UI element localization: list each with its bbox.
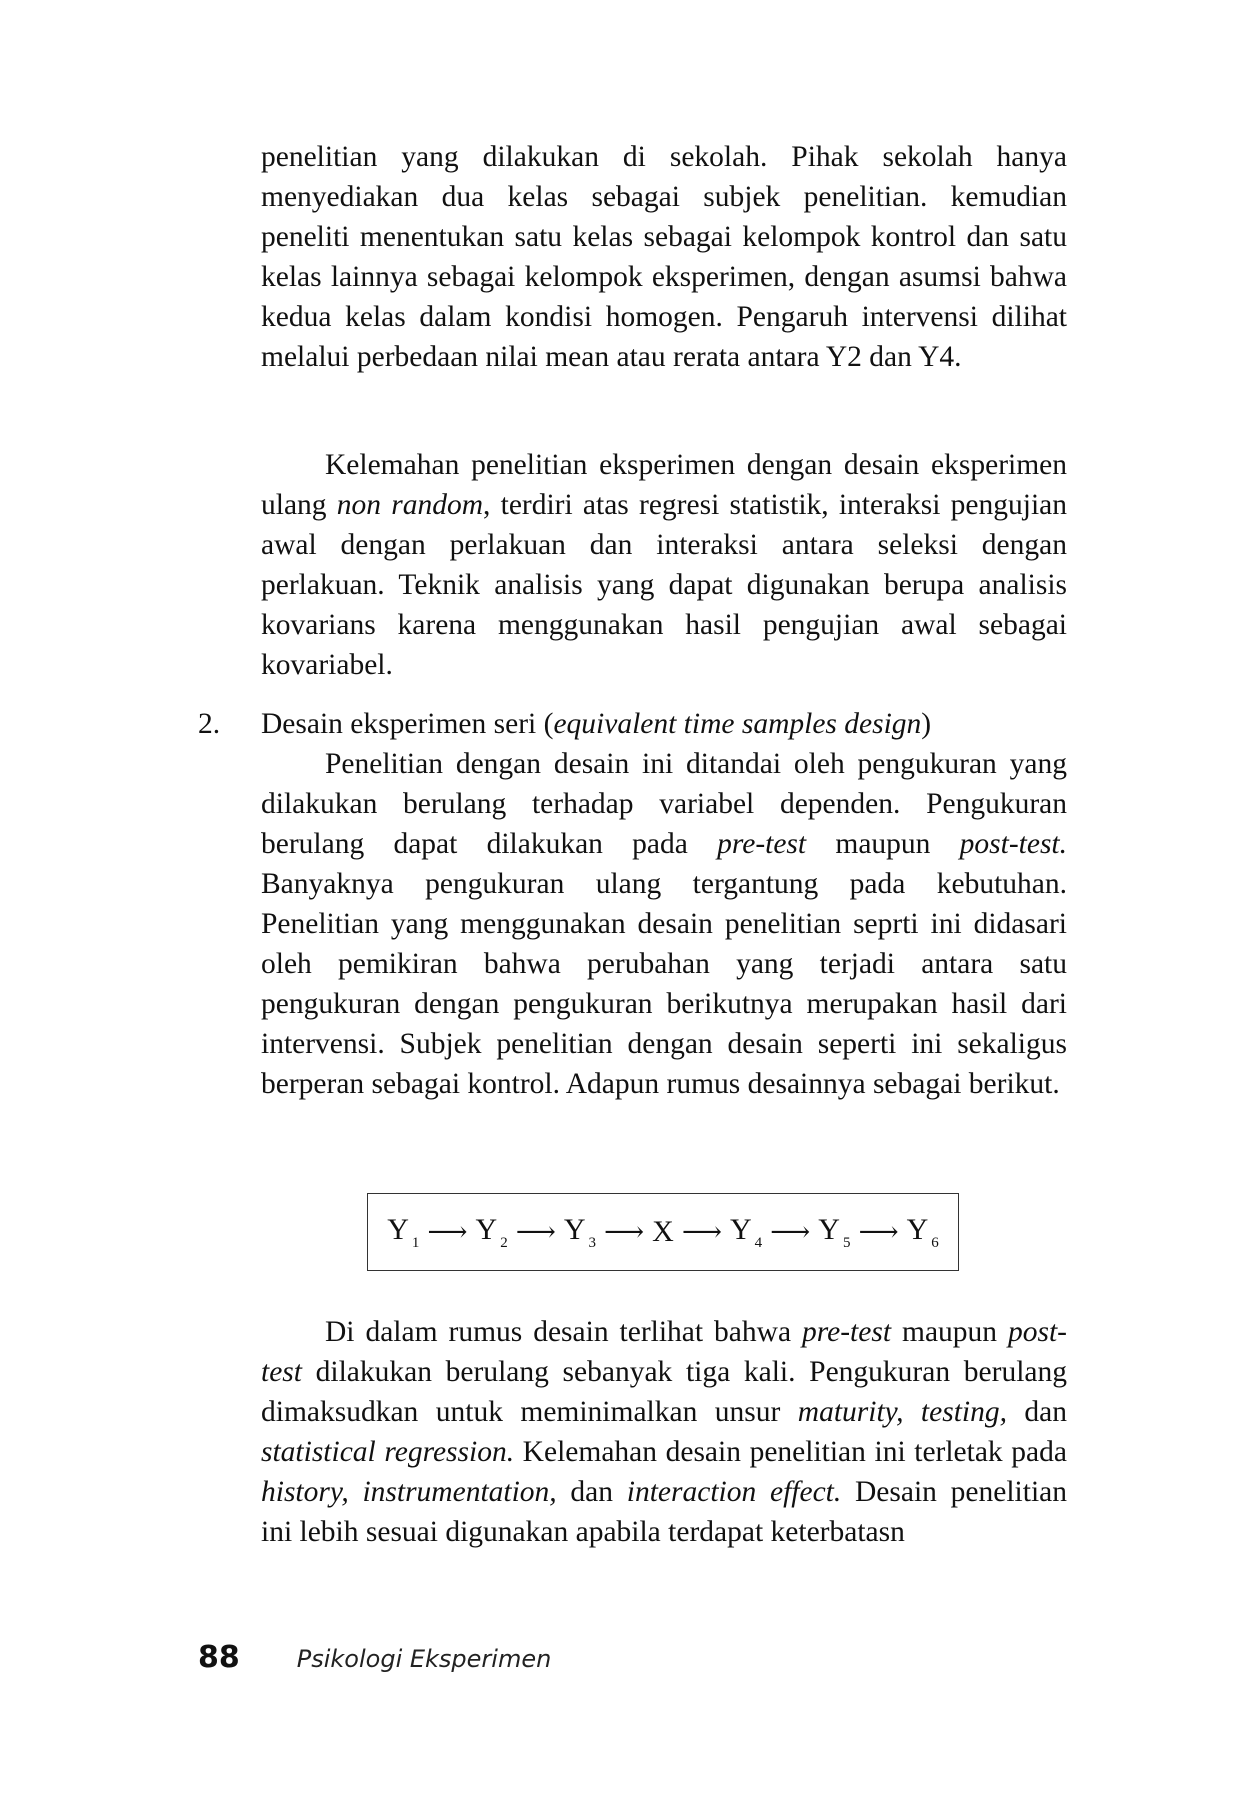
italic-term: post-test: [261, 1316, 1067, 1388]
arrow-right-icon: ⟶: [858, 1217, 899, 1248]
text-run: ): [921, 708, 932, 740]
arrow-right-icon: ⟶: [604, 1217, 645, 1248]
arrow-right-icon: ⟶: [515, 1217, 556, 1248]
text-run: Penelitian dengan desain ini ditandai oleh pengukuran yang dilakukan berulang terhadap variabel dependen. Pengukuran berulang dapat dilakukan pada: [261, 748, 1067, 860]
formula-term-treatment: X: [652, 1215, 674, 1248]
text-run: maupun: [891, 1316, 1008, 1348]
arrow-right-icon: ⟶: [770, 1217, 811, 1248]
text-run: Desain eksperimen seri (: [261, 708, 554, 740]
text-run: [903, 1396, 920, 1428]
italic-term: history, instrumentation,: [261, 1476, 557, 1508]
italic-term: maturity,: [797, 1396, 904, 1428]
italic-term: equivalent time samples design: [553, 708, 922, 740]
formula-term: Y $_6$: [906, 1212, 939, 1251]
page-number: 88: [198, 1640, 240, 1675]
italic-term: pre-test: [802, 1316, 892, 1348]
italic-term: interaction effect.: [626, 1476, 842, 1508]
italic-term: post-test.: [959, 828, 1067, 860]
page-footer: [198, 1640, 551, 1675]
text-run: Di dalam rumus desain terlihat bahwa: [325, 1316, 802, 1348]
paragraph-series-design: [261, 744, 1067, 1104]
text-run: dan: [556, 1476, 627, 1508]
arrow-right-icon: ⟶: [427, 1217, 468, 1248]
paragraph-weakness: [261, 445, 1067, 685]
text-run: dan: [1006, 1396, 1067, 1428]
text-run: Kelemahan penelitian eksperimen dengan desain eksperimen ulang: [261, 449, 1067, 521]
text-run: , terdiri atas regresi statistik, interaksi pengujian awal dengan perlakuan dan interaksi antara seleksi dengan perlakuan. Teknik analisis yang dapat digunakan berupa analisis kovarians karena menggunakan hasil pengujian awal sebagai kovariabel.: [261, 489, 1067, 681]
arrow-right-icon: ⟶: [681, 1217, 722, 1248]
text-run: dilakukan berulang sebanyak tiga kali. Pengukuran berulang dimaksudkan untuk meminimalkan unsur: [261, 1356, 1067, 1428]
formula-term: Y $_5$: [818, 1212, 851, 1251]
formula-term: Y $_1$: [387, 1212, 420, 1251]
text-run: maupun: [806, 828, 960, 860]
list-item-number: 2.: [198, 708, 221, 740]
text-run: Kelemahan desain penelitian ini terletak pada: [514, 1436, 1067, 1468]
italic-term: non random: [336, 489, 484, 521]
paragraph-intro: [261, 137, 1067, 377]
formula-term: Y $_2$: [475, 1212, 508, 1251]
text-run: Banyaknya pengukuran ulang tergantung pada kebutuhan. Penelitian yang menggunakan desain penelitian seprti ini didasari oleh pemikiran bahwa perubahan yang terjadi antara satu pengukuran dengan pengukuran berikutnya merupakan hasil dari intervensi. Subjek penelitian dengan desain seperti ini sekaligus berperan sebagai kontrol. Adapun rumus desainnya sebagai berikut.: [261, 868, 1067, 1100]
running-title: Psikologi Eksperimen: [296, 1645, 552, 1673]
text-run: Desain penelitian ini lebih sesuai digunakan apabila terdapat keterbatasn: [261, 1476, 1067, 1548]
formula-term: Y $_4$: [729, 1212, 763, 1251]
paragraph-text: penelitian yang dilakukan di sekolah. Pihak sekolah hanya menyediakan dua kelas sebagai subjek penelitian. kemudian peneliti menentukan satu kelas sebagai kelompok kontrol dan satu kelas lainnya sebagai kelompok eksperimen, dengan asumsi bahwa kedua kelas dalam kondisi homogen. Pengaruh intervensi dilihat melalui perbedaan nilai mean atau rerata antara Y2 dan Y4.: [261, 141, 1067, 373]
list-item-heading: [261, 704, 1067, 744]
formula-term: Y $_3$: [563, 1212, 597, 1251]
italic-term: pre-test: [717, 828, 807, 860]
design-formula-box: [367, 1193, 959, 1271]
paragraph-formula-explanation: [261, 1312, 1067, 1552]
italic-term: testing,: [920, 1396, 1007, 1428]
italic-term: statistical regression.: [261, 1436, 515, 1468]
